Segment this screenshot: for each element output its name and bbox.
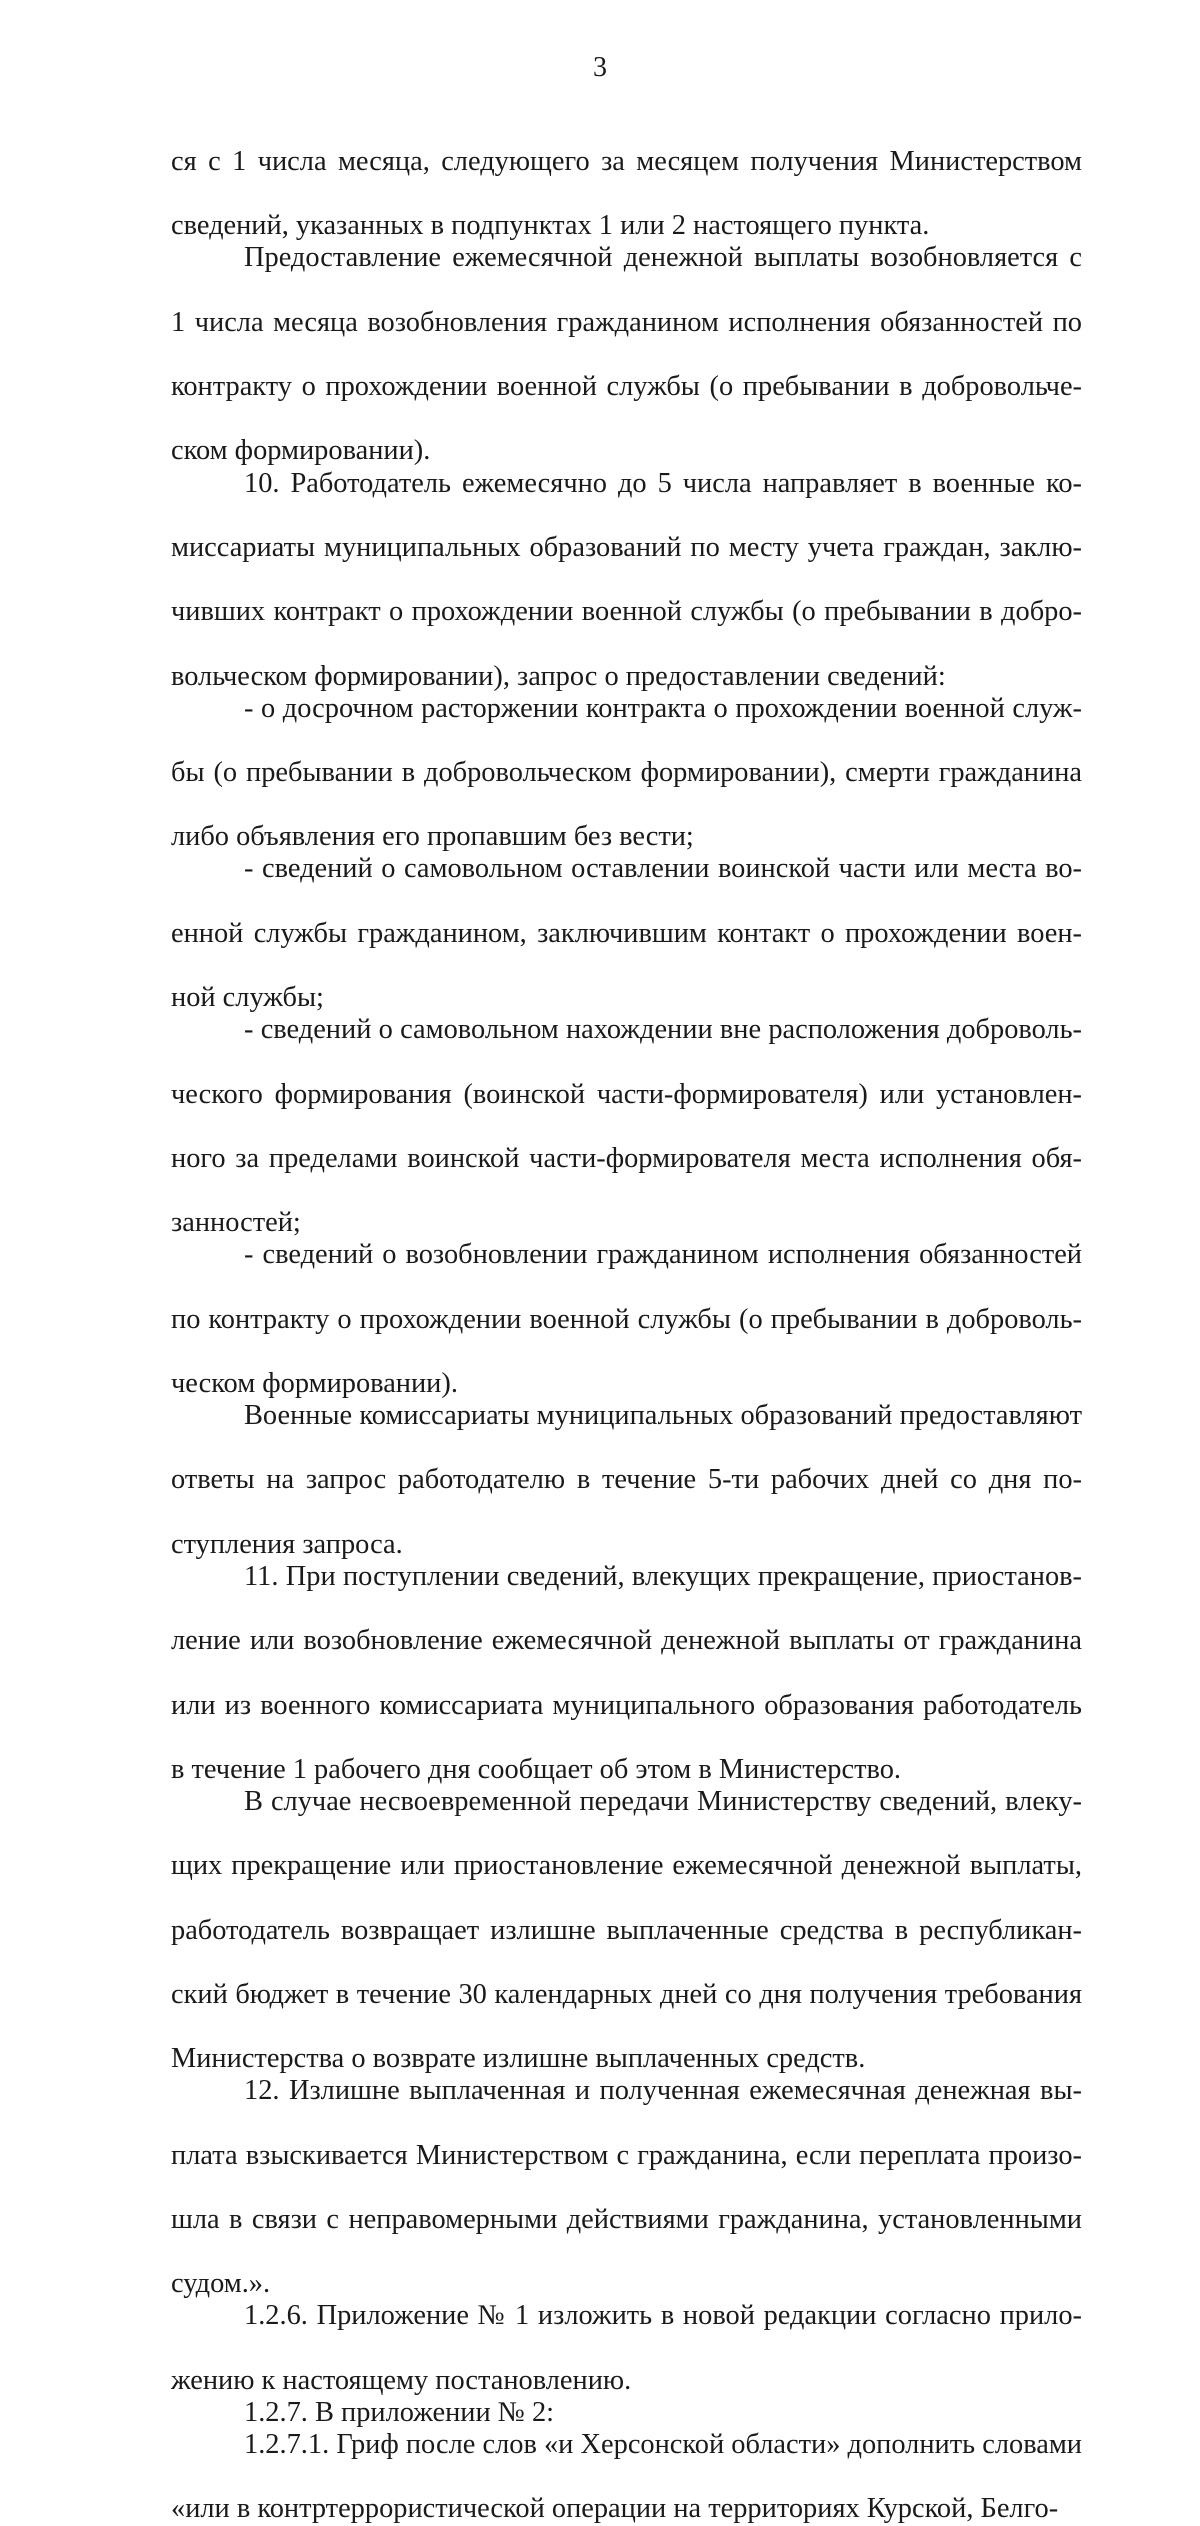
- text-line: миссариаты муниципальных образований по месту учета граждан, заклю-: [171, 531, 1082, 563]
- text-line: ческом формировании).: [171, 1367, 458, 1399]
- text-line: ного за пределами воинской части-формирователя места исполнения обя-: [171, 1142, 1082, 1174]
- text-line: чивших контракт о прохождении военной службы (о пребывании в добро-: [171, 596, 1082, 628]
- paragraph: [171, 2429, 1082, 2525]
- text-line: - сведений о самовольном нахождении вне расположения доброволь-: [244, 1014, 1082, 1046]
- text-line: «или в контртеррористической операции на территориях Курской, Белго-: [171, 2493, 1059, 2525]
- text-line: в течение 1 рабочего дня сообщает об этом в Министерство.: [171, 1753, 901, 1785]
- paragraph: [171, 2397, 1082, 2429]
- text-line: ступления запроса.: [171, 1528, 403, 1560]
- text-line: - сведений о возобновлении гражданином исполнения обязанностей: [244, 1239, 1082, 1271]
- paragraph: [171, 1239, 1082, 1400]
- text-line: енной службы гражданином, заключившим контакт о прохождении воен-: [171, 917, 1082, 949]
- paragraph: [171, 2075, 1082, 2300]
- text-line: Военные комиссариаты муниципальных образований предоставляют: [244, 1400, 1082, 1432]
- text-line: занностей;: [171, 1207, 301, 1239]
- text-line: В случае несвоевременной передачи Министерству сведений, влеку-: [244, 1785, 1082, 1817]
- paragraph: [171, 693, 1082, 854]
- text-line: ском формировании).: [171, 435, 431, 467]
- text-line: ский бюджет в течение 30 календарных дней со дня получения требования: [171, 1978, 1082, 2010]
- page-number: 3: [593, 52, 607, 83]
- document-body: [171, 146, 1082, 2526]
- text-line: бы (о пребывании в добровольческом формировании), смерти гражданина: [171, 756, 1082, 788]
- text-line: 1 числа месяца возобновления гражданином исполнения обязанностей по: [171, 306, 1082, 338]
- paragraph: [171, 146, 1082, 242]
- text-line: Министерства о возврате излишне выплаченных средств.: [171, 2043, 866, 2075]
- text-line: либо объявления его пропавшим без вести;: [171, 821, 694, 853]
- text-line: жению к настоящему постановлению.: [171, 2364, 632, 2396]
- text-line: 11. При поступлении сведений, влекущих прекращение, приостанов-: [244, 1560, 1082, 1592]
- paragraph: [171, 1400, 1082, 1561]
- paragraph: [171, 2300, 1082, 2396]
- text-line: 1.2.7. В приложении № 2:: [244, 2396, 555, 2428]
- text-line: или из военного комиссариата муниципального образования работодатель: [171, 1689, 1082, 1721]
- text-line: шла в связи с неправомерными действиями гражданина, установленными: [171, 2204, 1082, 2235]
- paragraph: [171, 853, 1082, 1014]
- text-line: плата взыскивается Министерством с гражданина, если переплата произо-: [171, 2139, 1082, 2171]
- text-line: 1.2.6. Приложение № 1 изложить в новой редакции согласно прило-: [244, 2300, 1082, 2332]
- text-line: сведений, указанных в подпунктах 1 или 2 настоящего пункта.: [171, 210, 930, 242]
- text-line: 1.2.7.1. Гриф после слов «и Херсонской области» дополнить словами: [244, 2429, 1082, 2461]
- text-line: ответы на запрос работодателю в течение 5-ти рабочих дней со дня по-: [171, 1464, 1082, 1496]
- text-line: по контракту о прохождении военной службы (о пребывании в доброволь-: [171, 1303, 1082, 1335]
- paragraph: [171, 468, 1082, 693]
- text-line: ческого формирования (воинской части-формирователя) или установлен-: [171, 1078, 1082, 1110]
- text-line: ление или возобновление ежемесячной денежной выплаты от гражданина: [171, 1625, 1082, 1657]
- text-line: ной службы;: [171, 982, 324, 1014]
- text-line: Предоставление ежемесячной денежной выплаты возобновляется с: [244, 242, 1082, 274]
- text-line: вольческом формировании), запрос о предоставлении сведений:: [171, 660, 946, 692]
- text-line: судом.».: [171, 2268, 271, 2300]
- text-line: работодатель возвращает излишне выплаченные средства в республикан-: [171, 1914, 1082, 1946]
- paragraph: [171, 1014, 1082, 1239]
- text-line: 12. Излишне выплаченная и полученная ежемесячная денежная вы-: [244, 2075, 1082, 2107]
- text-line: ся с 1 числа месяца, следующего за месяцем получения Министерством: [171, 146, 1082, 177]
- paragraph: [171, 242, 1082, 467]
- paragraph: [171, 1561, 1082, 1786]
- text-line: 10. Работодатель ежемесячно до 5 числа направляет в военные ко-: [244, 467, 1082, 499]
- text-line: щих прекращение или приостановление ежемесячной денежной выплаты,: [171, 1850, 1082, 1882]
- text-line: - сведений о самовольном оставлении воинской части или места во-: [244, 853, 1082, 885]
- text-line: - о досрочном расторжении контракта о прохождении военной служ-: [244, 692, 1082, 724]
- text-line: контракту о прохождении военной службы (о пребывании в добровольче-: [171, 371, 1082, 403]
- paragraph: [171, 1786, 1082, 2075]
